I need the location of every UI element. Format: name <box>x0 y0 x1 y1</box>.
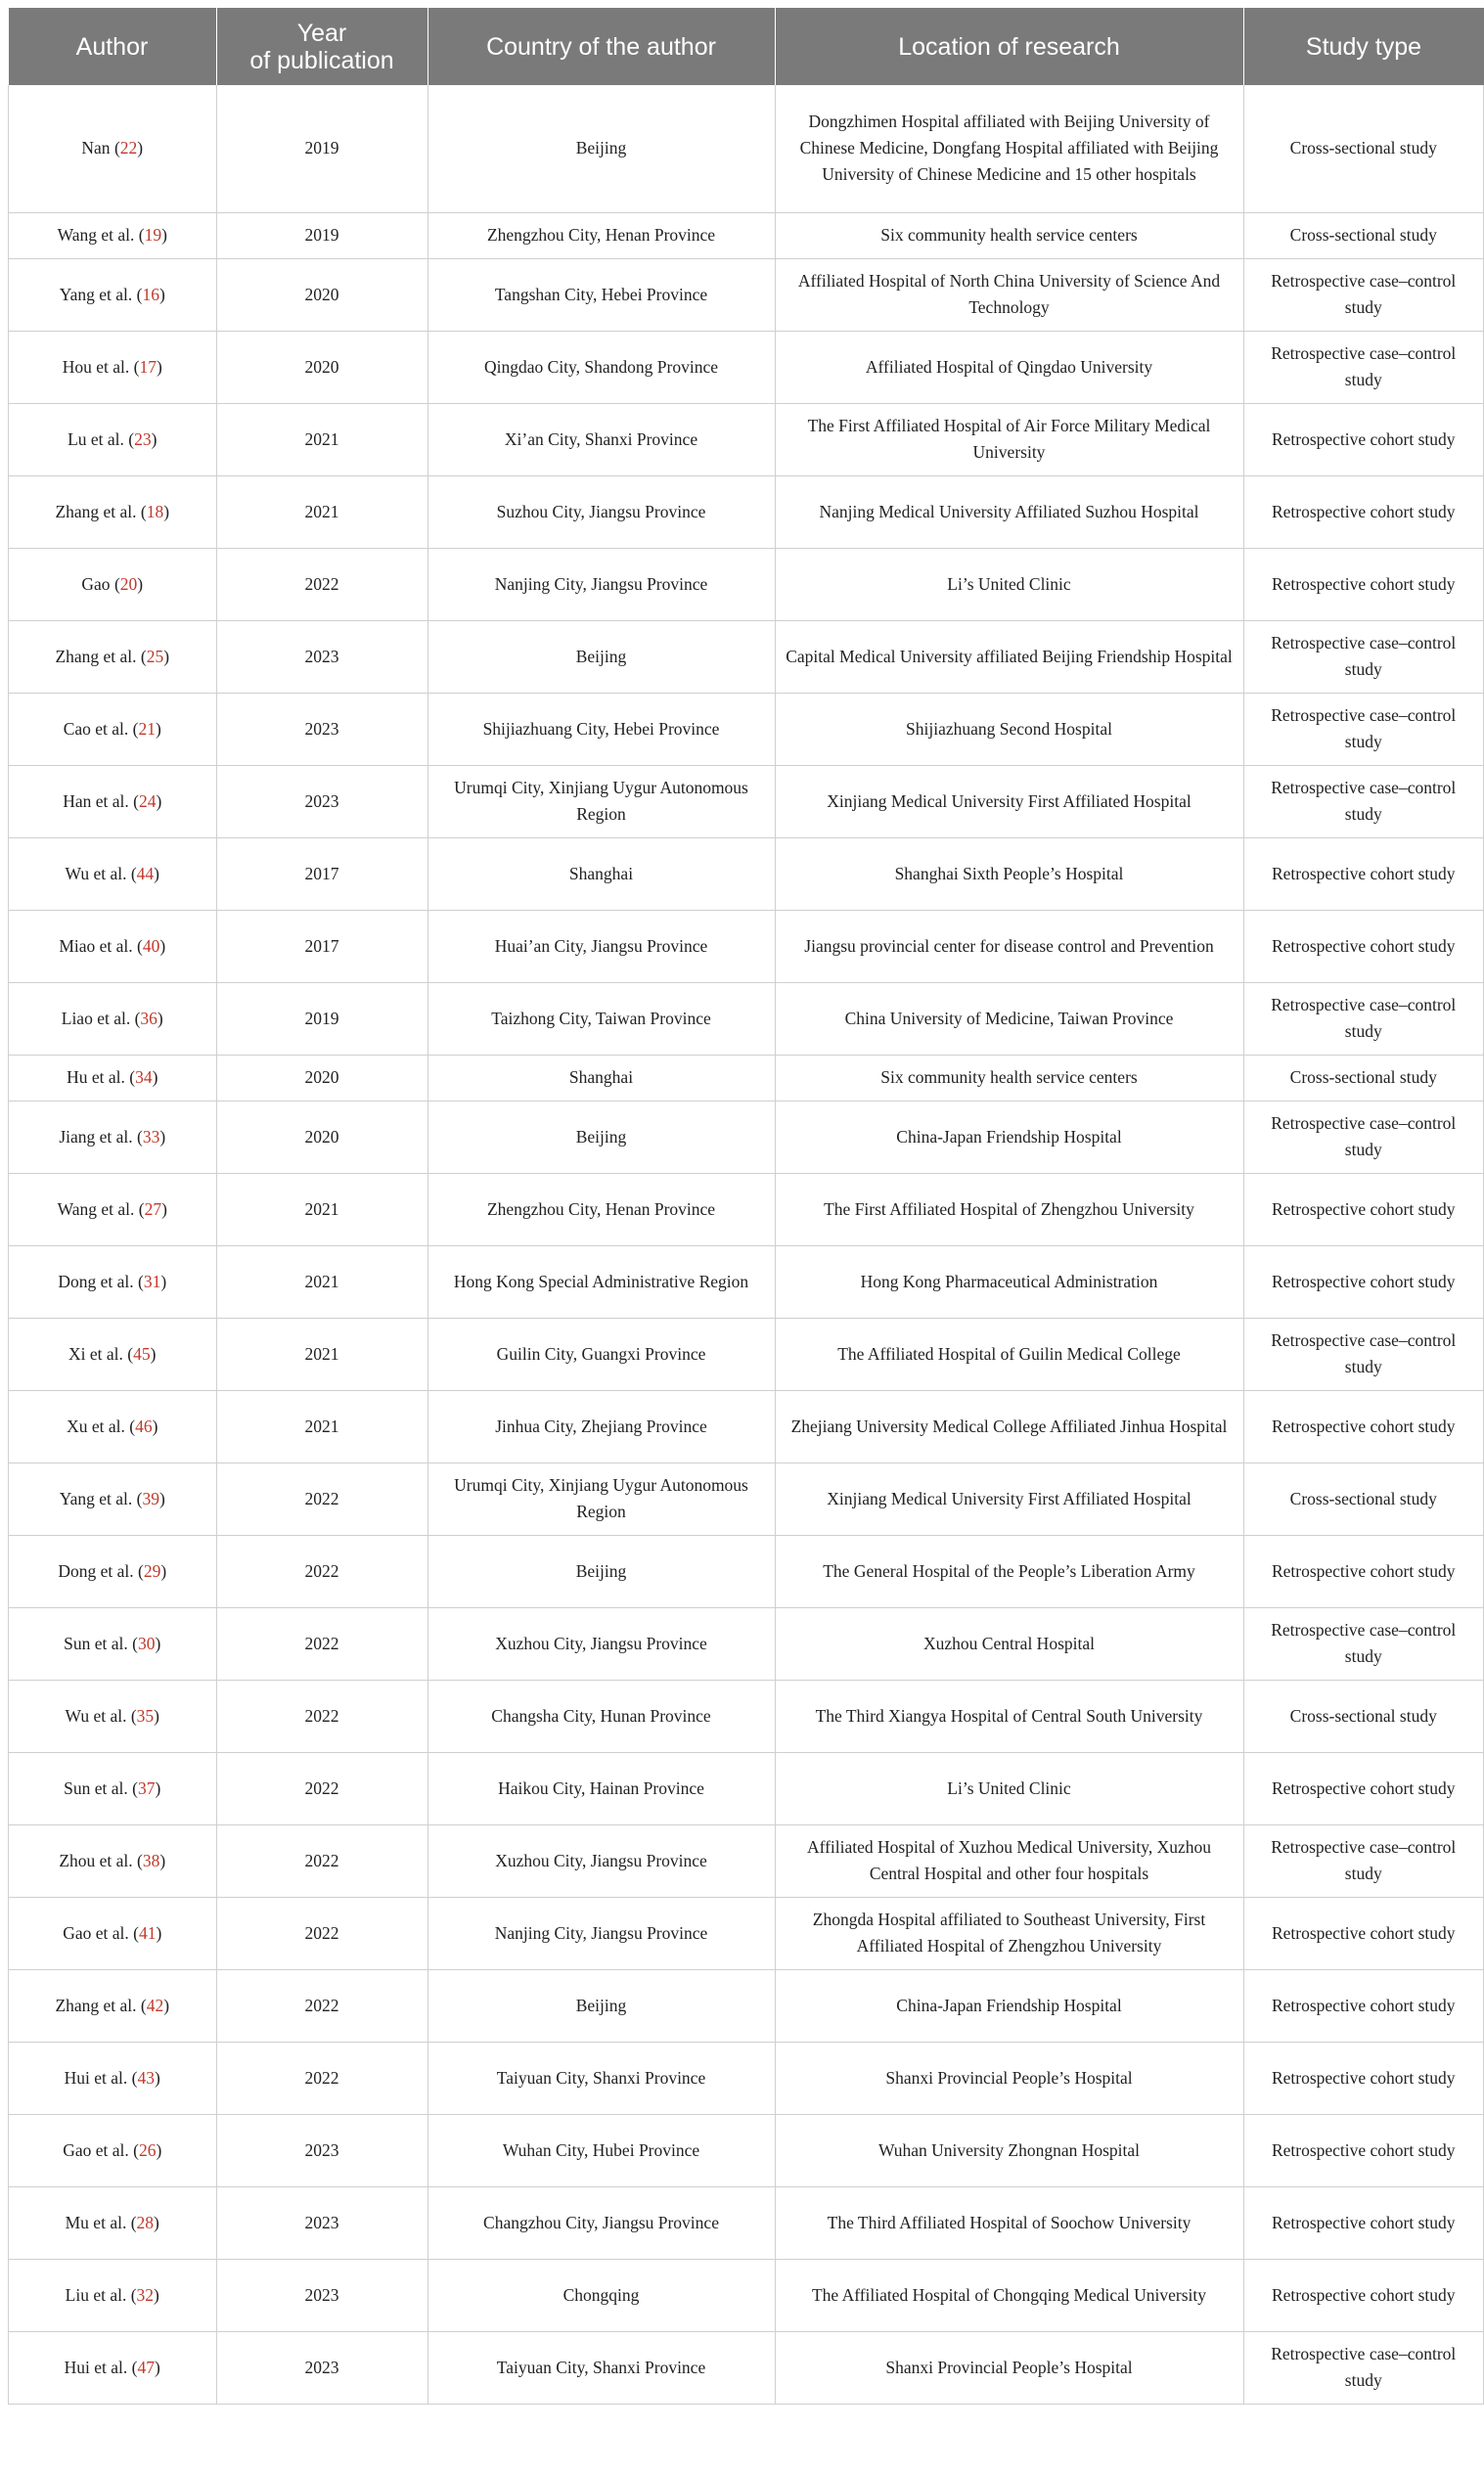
cell-study-type: Retrospective case–control study <box>1243 1607 1484 1680</box>
table-row <box>9 1173 1484 1245</box>
cell-year: 2022 <box>216 1752 427 1824</box>
header-location: Location of research <box>775 8 1243 85</box>
study-table <box>8 8 1484 2405</box>
cell-location: Capital Medical University affiliated Beijing Friendship Hospital <box>775 620 1243 693</box>
cell-study-type: Cross-sectional study <box>1243 1055 1484 1101</box>
cell-author: Hui et al. (47) <box>9 2331 217 2404</box>
reference-link[interactable]: 20 <box>119 573 138 594</box>
cell-year: 2022 <box>216 1535 427 1607</box>
header-year <box>216 8 427 85</box>
cell-location: China University of Medicine, Taiwan Province <box>775 982 1243 1055</box>
table-body <box>9 85 1484 2404</box>
table-row <box>9 982 1484 1055</box>
cell-year: 2023 <box>216 2114 427 2186</box>
cell-location: Shijiazhuang Second Hospital <box>775 693 1243 765</box>
reference-link[interactable]: 32 <box>136 2284 155 2305</box>
table-row <box>9 1055 1484 1101</box>
cell-study-type: Retrospective case–control study <box>1243 765 1484 837</box>
author-name: Hou et al. <box>62 356 130 377</box>
table-row <box>9 331 1484 403</box>
cell-year: 2020 <box>216 258 427 331</box>
reference-link[interactable]: 43 <box>137 2067 155 2088</box>
cell-location: The Third Affiliated Hospital of Soochow University <box>775 2186 1243 2259</box>
cell-location: Affiliated Hospital of North China University of Science And Technology <box>775 258 1243 331</box>
reference-link[interactable]: 33 <box>142 1126 160 1147</box>
author-name: Zhang et al. <box>55 1995 137 2015</box>
author-name: Sun et al. <box>64 1633 128 1653</box>
cell-location: The Affiliated Hospital of Chongqing Medical University <box>775 2259 1243 2331</box>
author-name: Jiang et al. <box>59 1126 133 1147</box>
table-row <box>9 1462 1484 1535</box>
cell-study-type: Retrospective case–control study <box>1243 982 1484 1055</box>
cell-country: Xuzhou City, Jiangsu Province <box>427 1607 775 1680</box>
cell-year: 2017 <box>216 910 427 982</box>
cell-country: Beijing <box>427 1969 775 2042</box>
cell-author: Han et al. (24) <box>9 765 217 837</box>
cell-country: Changzhou City, Jiangsu Province <box>427 2186 775 2259</box>
cell-year: 2022 <box>216 2042 427 2114</box>
table-header <box>9 8 1484 85</box>
reference-link[interactable]: 42 <box>146 1995 164 2015</box>
table-row <box>9 2331 1484 2404</box>
cell-location: Shanxi Provincial People’s Hospital <box>775 2042 1243 2114</box>
reference-link[interactable]: 34 <box>135 1067 153 1087</box>
cell-study-type: Retrospective cohort study <box>1243 2042 1484 2114</box>
reference-link[interactable]: 26 <box>138 2139 157 2160</box>
cell-country: Chongqing <box>427 2259 775 2331</box>
author-name: Han et al. <box>63 790 129 811</box>
cell-author: Liao et al. (36) <box>9 982 217 1055</box>
cell-country: Urumqi City, Xinjiang Uygur Autonomous Region <box>427 765 775 837</box>
cell-location: Affiliated Hospital of Qingdao University <box>775 331 1243 403</box>
cell-study-type: Retrospective case–control study <box>1243 2331 1484 2404</box>
cell-author: Zhang et al. (42) <box>9 1969 217 2042</box>
cell-author: Hu et al. (34) <box>9 1055 217 1101</box>
cell-study-type: Retrospective cohort study <box>1243 1969 1484 2042</box>
table-row <box>9 1897 1484 1969</box>
reference-link[interactable]: 41 <box>138 1922 157 1943</box>
cell-year: 2022 <box>216 1607 427 1680</box>
cell-author: Wang et al. (19) <box>9 212 217 258</box>
cell-location: Xuzhou Central Hospital <box>775 1607 1243 1680</box>
study-table-container <box>8 8 1457 2405</box>
author-name: Lu et al. <box>67 428 124 449</box>
author-name: Hui et al. <box>64 2357 128 2377</box>
cell-author: Miao et al. (40) <box>9 910 217 982</box>
cell-study-type: Retrospective case–control study <box>1243 1824 1484 1897</box>
table-row <box>9 403 1484 475</box>
author-name: Wang et al. <box>57 225 135 245</box>
cell-year: 2019 <box>216 982 427 1055</box>
cell-year: 2023 <box>216 765 427 837</box>
cell-country: Beijing <box>427 1535 775 1607</box>
author-name: Dong et al. <box>58 1271 134 1291</box>
table-row <box>9 475 1484 548</box>
cell-author: Sun et al. (37) <box>9 1752 217 1824</box>
cell-author: Mu et al. (28) <box>9 2186 217 2259</box>
cell-author: Yang et al. (16) <box>9 258 217 331</box>
cell-location: Zhejiang University Medical College Affiliated Jinhua Hospital <box>775 1390 1243 1462</box>
cell-year: 2023 <box>216 2331 427 2404</box>
cell-study-type: Retrospective case–control study <box>1243 620 1484 693</box>
cell-author: Hui et al. (43) <box>9 2042 217 2114</box>
cell-study-type: Retrospective cohort study <box>1243 1752 1484 1824</box>
cell-location: Xinjiang Medical University First Affiliated Hospital <box>775 1462 1243 1535</box>
author-name: Gao et al. <box>63 2139 129 2160</box>
cell-country: Jinhua City, Zhejiang Province <box>427 1390 775 1462</box>
reference-link[interactable]: 46 <box>135 1416 153 1436</box>
cell-study-type: Retrospective cohort study <box>1243 1897 1484 1969</box>
cell-year: 2021 <box>216 1390 427 1462</box>
cell-year: 2023 <box>216 693 427 765</box>
cell-country: Qingdao City, Shandong Province <box>427 331 775 403</box>
reference-link[interactable]: 44 <box>136 863 155 883</box>
table-row <box>9 1535 1484 1607</box>
cell-year: 2022 <box>216 1969 427 2042</box>
table-row <box>9 1390 1484 1462</box>
cell-study-type: Retrospective case–control study <box>1243 1318 1484 1390</box>
cell-location: Li’s United Clinic <box>775 1752 1243 1824</box>
table-row <box>9 85 1484 212</box>
cell-location: Hong Kong Pharmaceutical Administration <box>775 1245 1243 1318</box>
reference-link[interactable]: 39 <box>142 1488 159 1508</box>
cell-country: Wuhan City, Hubei Province <box>427 2114 775 2186</box>
cell-country: Hong Kong Special Administrative Region <box>427 1245 775 1318</box>
table-row <box>9 620 1484 693</box>
author-name: Dong et al. <box>58 1560 134 1581</box>
reference-link[interactable]: 24 <box>138 790 157 811</box>
author-name: Hui et al. <box>64 2067 128 2088</box>
cell-study-type: Retrospective cohort study <box>1243 475 1484 548</box>
reference-link[interactable]: 37 <box>138 1777 156 1798</box>
cell-author: Dong et al. (31) <box>9 1245 217 1318</box>
reference-link[interactable]: 21 <box>138 718 156 739</box>
cell-country: Nanjing City, Jiangsu Province <box>427 548 775 620</box>
cell-country: Xuzhou City, Jiangsu Province <box>427 1824 775 1897</box>
table-row <box>9 212 1484 258</box>
cell-year: 2022 <box>216 1897 427 1969</box>
reference-link[interactable]: 28 <box>136 2212 155 2232</box>
cell-country: Shanghai <box>427 837 775 910</box>
cell-country: Guilin City, Guangxi Province <box>427 1318 775 1390</box>
table-row <box>9 693 1484 765</box>
cell-study-type: Retrospective cohort study <box>1243 548 1484 620</box>
cell-author: Hou et al. (17) <box>9 331 217 403</box>
table-row <box>9 1824 1484 1897</box>
author-name: Sun et al. <box>64 1777 128 1798</box>
author-name: Wu et al. <box>65 863 127 883</box>
cell-study-type: Cross-sectional study <box>1243 212 1484 258</box>
cell-location: Wuhan University Zhongnan Hospital <box>775 2114 1243 2186</box>
header-year-line1: Year <box>296 19 347 47</box>
author-name: Yang et al. <box>59 1488 133 1508</box>
reference-link[interactable]: 30 <box>138 1633 156 1653</box>
cell-location: The Third Xiangya Hospital of Central South University <box>775 1680 1243 1752</box>
cell-study-type: Retrospective cohort study <box>1243 2186 1484 2259</box>
cell-location: Jiangsu provincial center for disease control and Prevention <box>775 910 1243 982</box>
table-row <box>9 258 1484 331</box>
cell-year: 2020 <box>216 1055 427 1101</box>
reference-link[interactable]: 36 <box>140 1008 157 1028</box>
table-row <box>9 837 1484 910</box>
cell-author: Cao et al. (21) <box>9 693 217 765</box>
cell-year: 2020 <box>216 331 427 403</box>
cell-author: Sun et al. (30) <box>9 1607 217 1680</box>
cell-country: Taiyuan City, Shanxi Province <box>427 2331 775 2404</box>
cell-author: Zhang et al. (25) <box>9 620 217 693</box>
cell-country: Urumqi City, Xinjiang Uygur Autonomous Region <box>427 1462 775 1535</box>
cell-author: Dong et al. (29) <box>9 1535 217 1607</box>
reference-link[interactable]: 35 <box>136 1705 155 1726</box>
cell-author: Wu et al. (35) <box>9 1680 217 1752</box>
cell-author: Jiang et al. (33) <box>9 1101 217 1173</box>
cell-location: The First Affiliated Hospital of Zhengzhou University <box>775 1173 1243 1245</box>
table-row <box>9 1318 1484 1390</box>
header-row <box>9 8 1484 85</box>
author-name: Wang et al. <box>57 1198 135 1219</box>
cell-country: Xi’an City, Shanxi Province <box>427 403 775 475</box>
cell-study-type: Retrospective cohort study <box>1243 1173 1484 1245</box>
cell-country: Beijing <box>427 1101 775 1173</box>
header-author: Author <box>9 8 217 85</box>
author-name: Xi et al. <box>68 1343 123 1364</box>
cell-year: 2019 <box>216 212 427 258</box>
cell-location: Li’s United Clinic <box>775 548 1243 620</box>
cell-year: 2019 <box>216 85 427 212</box>
reference-link[interactable]: 16 <box>142 284 159 304</box>
cell-study-type: Retrospective cohort study <box>1243 910 1484 982</box>
header-study-type: Study type <box>1243 8 1484 85</box>
cell-location: Shanxi Provincial People’s Hospital <box>775 2331 1243 2404</box>
cell-country: Zhengzhou City, Henan Province <box>427 1173 775 1245</box>
cell-author: Yang et al. (39) <box>9 1462 217 1535</box>
author-name: Nan <box>81 138 111 158</box>
reference-link[interactable]: 19 <box>144 225 162 245</box>
cell-country: Shanghai <box>427 1055 775 1101</box>
header-country: Country of the author <box>427 8 775 85</box>
cell-country: Tangshan City, Hebei Province <box>427 258 775 331</box>
cell-study-type: Retrospective cohort study <box>1243 403 1484 475</box>
reference-link[interactable]: 17 <box>139 356 157 377</box>
cell-author: Wu et al. (44) <box>9 837 217 910</box>
reference-link[interactable]: 22 <box>119 138 138 158</box>
cell-location: The Affiliated Hospital of Guilin Medical College <box>775 1318 1243 1390</box>
author-name: Yang et al. <box>59 284 133 304</box>
cell-location: Affiliated Hospital of Xuzhou Medical University, Xuzhou Central Hospital and other four hospitals <box>775 1824 1243 1897</box>
cell-country: Taizhong City, Taiwan Province <box>427 982 775 1055</box>
cell-location: Zhongda Hospital affiliated to Southeast University, First Affiliated Hospital of Zhengzhou University <box>775 1897 1243 1969</box>
reference-link[interactable]: 18 <box>146 501 164 521</box>
cell-study-type: Retrospective case–control study <box>1243 258 1484 331</box>
reference-link[interactable]: 31 <box>143 1271 161 1291</box>
cell-study-type: Retrospective case–control study <box>1243 1101 1484 1173</box>
cell-study-type: Retrospective cohort study <box>1243 1535 1484 1607</box>
cell-study-type: Retrospective case–control study <box>1243 331 1484 403</box>
cell-country: Haikou City, Hainan Province <box>427 1752 775 1824</box>
cell-author: Gao et al. (41) <box>9 1897 217 1969</box>
cell-study-type: Retrospective case–control study <box>1243 693 1484 765</box>
author-name: Cao et al. <box>63 718 129 739</box>
table-row <box>9 1680 1484 1752</box>
cell-location: Six community health service centers <box>775 212 1243 258</box>
table-row <box>9 2259 1484 2331</box>
reference-link[interactable]: 40 <box>142 935 160 956</box>
reference-link[interactable]: 25 <box>146 646 164 666</box>
cell-year: 2023 <box>216 2186 427 2259</box>
table-row <box>9 548 1484 620</box>
cell-year: 2021 <box>216 475 427 548</box>
cell-study-type: Cross-sectional study <box>1243 1462 1484 1535</box>
cell-study-type: Cross-sectional study <box>1243 1680 1484 1752</box>
author-name: Miao et al. <box>59 935 133 956</box>
cell-location: The First Affiliated Hospital of Air Force Military Medical University <box>775 403 1243 475</box>
table-row <box>9 2114 1484 2186</box>
cell-country: Suzhou City, Jiangsu Province <box>427 475 775 548</box>
cell-year: 2022 <box>216 1680 427 1752</box>
header-year-line2: of publication <box>249 46 394 74</box>
cell-location: Xinjiang Medical University First Affiliated Hospital <box>775 765 1243 837</box>
cell-year: 2022 <box>216 548 427 620</box>
cell-study-type: Retrospective cohort study <box>1243 1390 1484 1462</box>
table-row <box>9 910 1484 982</box>
table-row <box>9 765 1484 837</box>
author-name: Mu et al. <box>65 2212 127 2232</box>
cell-author: Lu et al. (23) <box>9 403 217 475</box>
author-name: Gao <box>81 573 111 594</box>
cell-location: Dongzhimen Hospital affiliated with Beijing University of Chinese Medicine, Dongfang Hospital affiliated with Beijing University of Chinese Medicine and 15 other hospitals <box>775 85 1243 212</box>
cell-study-type: Retrospective cohort study <box>1243 837 1484 910</box>
cell-country: Changsha City, Hunan Province <box>427 1680 775 1752</box>
cell-year: 2021 <box>216 1245 427 1318</box>
cell-location: China-Japan Friendship Hospital <box>775 1101 1243 1173</box>
author-name: Xu et al. <box>67 1416 125 1436</box>
reference-link[interactable]: 38 <box>142 1850 160 1870</box>
reference-link[interactable]: 29 <box>143 1560 161 1581</box>
cell-country: Huai’an City, Jiangsu Province <box>427 910 775 982</box>
cell-location: Shanghai Sixth People’s Hospital <box>775 837 1243 910</box>
reference-link[interactable]: 47 <box>137 2357 155 2377</box>
cell-author: Gao et al. (26) <box>9 2114 217 2186</box>
cell-year: 2020 <box>216 1101 427 1173</box>
author-name: Zhang et al. <box>55 501 137 521</box>
author-name: Liu et al. <box>65 2284 127 2305</box>
table-row <box>9 1969 1484 2042</box>
author-name: Liao et al. <box>61 1008 131 1028</box>
cell-location: Nanjing Medical University Affiliated Suzhou Hospital <box>775 475 1243 548</box>
cell-author: Wang et al. (27) <box>9 1173 217 1245</box>
cell-year: 2022 <box>216 1462 427 1535</box>
cell-year: 2021 <box>216 403 427 475</box>
cell-study-type: Retrospective cohort study <box>1243 2114 1484 2186</box>
cell-year: 2017 <box>216 837 427 910</box>
cell-location: The General Hospital of the People’s Liberation Army <box>775 1535 1243 1607</box>
cell-year: 2021 <box>216 1173 427 1245</box>
author-name: Zhang et al. <box>55 646 137 666</box>
cell-study-type: Cross-sectional study <box>1243 85 1484 212</box>
table-row <box>9 1245 1484 1318</box>
author-name: Wu et al. <box>65 1705 127 1726</box>
cell-country: Beijing <box>427 620 775 693</box>
cell-year: 2023 <box>216 620 427 693</box>
table-row <box>9 2042 1484 2114</box>
author-name: Zhou et al. <box>59 1850 133 1870</box>
table-row <box>9 1607 1484 1680</box>
cell-author: Gao (20) <box>9 548 217 620</box>
cell-author: Xi et al. (45) <box>9 1318 217 1390</box>
table-row <box>9 2186 1484 2259</box>
cell-author: Liu et al. (32) <box>9 2259 217 2331</box>
cell-year: 2023 <box>216 2259 427 2331</box>
cell-location: Six community health service centers <box>775 1055 1243 1101</box>
cell-study-type: Retrospective cohort study <box>1243 2259 1484 2331</box>
author-name: Gao et al. <box>63 1922 129 1943</box>
cell-study-type: Retrospective cohort study <box>1243 1245 1484 1318</box>
reference-link[interactable]: 27 <box>144 1198 162 1219</box>
cell-country: Taiyuan City, Shanxi Province <box>427 2042 775 2114</box>
cell-country: Zhengzhou City, Henan Province <box>427 212 775 258</box>
cell-year: 2021 <box>216 1318 427 1390</box>
author-name: Hu et al. <box>67 1067 125 1087</box>
cell-location: China-Japan Friendship Hospital <box>775 1969 1243 2042</box>
reference-link[interactable]: 23 <box>134 428 152 449</box>
cell-country: Nanjing City, Jiangsu Province <box>427 1897 775 1969</box>
cell-year: 2022 <box>216 1824 427 1897</box>
reference-link[interactable]: 45 <box>133 1343 151 1364</box>
cell-author: Zhang et al. (18) <box>9 475 217 548</box>
cell-country: Beijing <box>427 85 775 212</box>
cell-country: Shijiazhuang City, Hebei Province <box>427 693 775 765</box>
cell-author: Xu et al. (46) <box>9 1390 217 1462</box>
cell-author: Zhou et al. (38) <box>9 1824 217 1897</box>
table-row <box>9 1752 1484 1824</box>
cell-author: Nan (22) <box>9 85 217 212</box>
table-row <box>9 1101 1484 1173</box>
